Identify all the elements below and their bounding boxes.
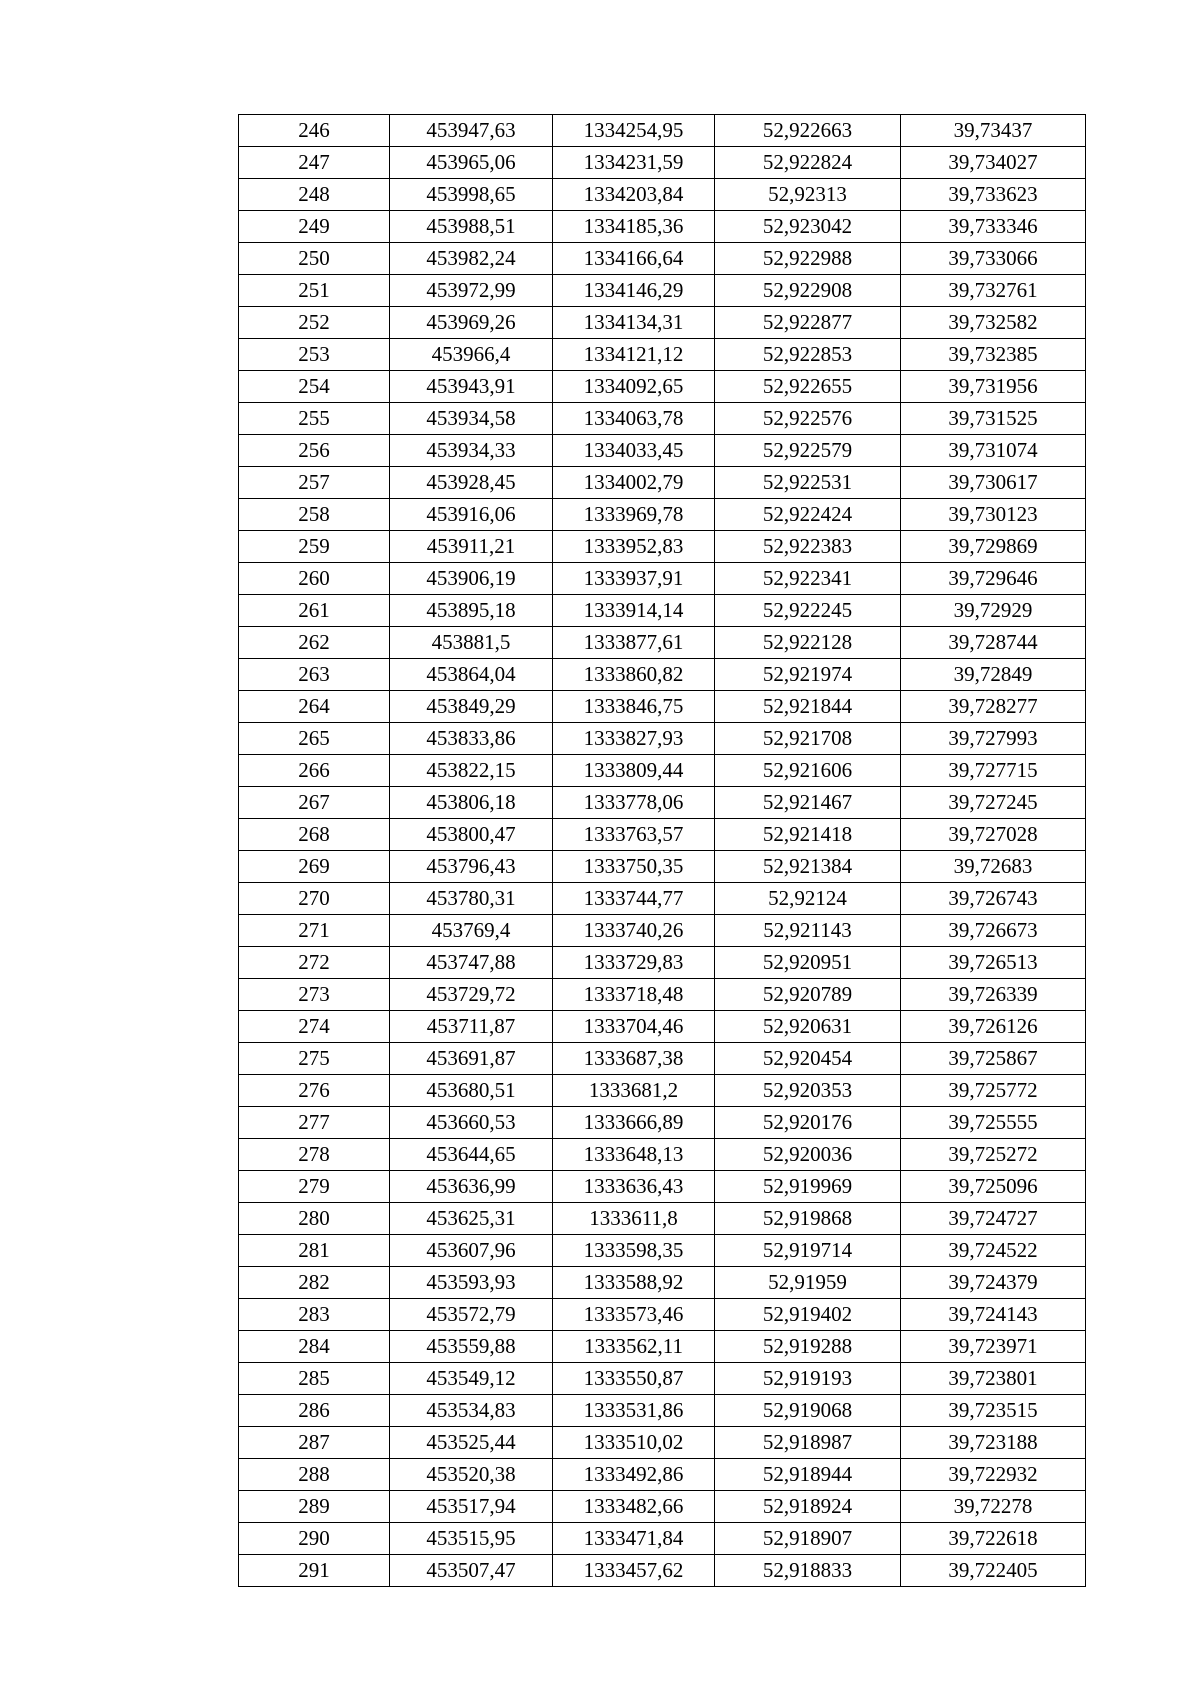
x-coordinate-cell: 453549,12 bbox=[390, 1363, 553, 1395]
latitude-cell: 52,920353 bbox=[715, 1075, 901, 1107]
point-number-cell: 262 bbox=[239, 627, 390, 659]
table-row bbox=[239, 179, 1086, 211]
longitude-cell: 39,726126 bbox=[901, 1011, 1086, 1043]
point-number-cell: 250 bbox=[239, 243, 390, 275]
x-coordinate-cell: 453965,06 bbox=[390, 147, 553, 179]
table-row bbox=[239, 1203, 1086, 1235]
latitude-cell: 52,921467 bbox=[715, 787, 901, 819]
longitude-cell: 39,725096 bbox=[901, 1171, 1086, 1203]
longitude-cell: 39,731074 bbox=[901, 435, 1086, 467]
y-coordinate-cell: 1333969,78 bbox=[553, 499, 715, 531]
point-number-cell: 269 bbox=[239, 851, 390, 883]
latitude-cell: 52,919193 bbox=[715, 1363, 901, 1395]
table-row bbox=[239, 467, 1086, 499]
y-coordinate-cell: 1333877,61 bbox=[553, 627, 715, 659]
longitude-cell: 39,733066 bbox=[901, 243, 1086, 275]
latitude-cell: 52,919868 bbox=[715, 1203, 901, 1235]
y-coordinate-cell: 1333740,26 bbox=[553, 915, 715, 947]
latitude-cell: 52,919288 bbox=[715, 1331, 901, 1363]
table-row bbox=[239, 1523, 1086, 1555]
x-coordinate-cell: 453895,18 bbox=[390, 595, 553, 627]
table-row bbox=[239, 1299, 1086, 1331]
point-number-cell: 285 bbox=[239, 1363, 390, 1395]
table-row bbox=[239, 883, 1086, 915]
point-number-cell: 258 bbox=[239, 499, 390, 531]
point-number-cell: 260 bbox=[239, 563, 390, 595]
y-coordinate-cell: 1333827,93 bbox=[553, 723, 715, 755]
latitude-cell: 52,919068 bbox=[715, 1395, 901, 1427]
y-coordinate-cell: 1333666,89 bbox=[553, 1107, 715, 1139]
y-coordinate-cell: 1334254,95 bbox=[553, 115, 715, 147]
point-number-cell: 252 bbox=[239, 307, 390, 339]
latitude-cell: 52,921143 bbox=[715, 915, 901, 947]
x-coordinate-cell: 453881,5 bbox=[390, 627, 553, 659]
table-row bbox=[239, 1459, 1086, 1491]
table-row bbox=[239, 1363, 1086, 1395]
longitude-cell: 39,726673 bbox=[901, 915, 1086, 947]
latitude-cell: 52,922908 bbox=[715, 275, 901, 307]
table-row bbox=[239, 1235, 1086, 1267]
y-coordinate-cell: 1333562,11 bbox=[553, 1331, 715, 1363]
y-coordinate-cell: 1333846,75 bbox=[553, 691, 715, 723]
longitude-cell: 39,723971 bbox=[901, 1331, 1086, 1363]
x-coordinate-cell: 453998,65 bbox=[390, 179, 553, 211]
point-number-cell: 281 bbox=[239, 1235, 390, 1267]
longitude-cell: 39,723188 bbox=[901, 1427, 1086, 1459]
point-number-cell: 267 bbox=[239, 787, 390, 819]
latitude-cell: 52,921384 bbox=[715, 851, 901, 883]
x-coordinate-cell: 453593,93 bbox=[390, 1267, 553, 1299]
latitude-cell: 52,918924 bbox=[715, 1491, 901, 1523]
x-coordinate-cell: 453806,18 bbox=[390, 787, 553, 819]
latitude-cell: 52,922576 bbox=[715, 403, 901, 435]
x-coordinate-cell: 453796,43 bbox=[390, 851, 553, 883]
y-coordinate-cell: 1333952,83 bbox=[553, 531, 715, 563]
y-coordinate-cell: 1333482,66 bbox=[553, 1491, 715, 1523]
table-row bbox=[239, 531, 1086, 563]
x-coordinate-cell: 453517,94 bbox=[390, 1491, 553, 1523]
x-coordinate-cell: 453928,45 bbox=[390, 467, 553, 499]
y-coordinate-cell: 1333729,83 bbox=[553, 947, 715, 979]
latitude-cell: 52,920951 bbox=[715, 947, 901, 979]
latitude-cell: 52,922655 bbox=[715, 371, 901, 403]
longitude-cell: 39,726339 bbox=[901, 979, 1086, 1011]
y-coordinate-cell: 1334002,79 bbox=[553, 467, 715, 499]
point-number-cell: 278 bbox=[239, 1139, 390, 1171]
y-coordinate-cell: 1334063,78 bbox=[553, 403, 715, 435]
table-row bbox=[239, 627, 1086, 659]
longitude-cell: 39,724522 bbox=[901, 1235, 1086, 1267]
point-number-cell: 246 bbox=[239, 115, 390, 147]
point-number-cell: 280 bbox=[239, 1203, 390, 1235]
latitude-cell: 52,922531 bbox=[715, 467, 901, 499]
longitude-cell: 39,727028 bbox=[901, 819, 1086, 851]
table-row bbox=[239, 1043, 1086, 1075]
x-coordinate-cell: 453947,63 bbox=[390, 115, 553, 147]
longitude-cell: 39,722405 bbox=[901, 1555, 1086, 1587]
point-number-cell: 261 bbox=[239, 595, 390, 627]
x-coordinate-cell: 453660,53 bbox=[390, 1107, 553, 1139]
table-row bbox=[239, 819, 1086, 851]
point-number-cell: 287 bbox=[239, 1427, 390, 1459]
latitude-cell: 52,922853 bbox=[715, 339, 901, 371]
table-row bbox=[239, 1011, 1086, 1043]
table-row bbox=[239, 115, 1086, 147]
point-number-cell: 253 bbox=[239, 339, 390, 371]
longitude-cell: 39,732761 bbox=[901, 275, 1086, 307]
table-row bbox=[239, 1139, 1086, 1171]
latitude-cell: 52,920036 bbox=[715, 1139, 901, 1171]
latitude-cell: 52,922424 bbox=[715, 499, 901, 531]
table-row bbox=[239, 915, 1086, 947]
point-number-cell: 271 bbox=[239, 915, 390, 947]
table-row bbox=[239, 659, 1086, 691]
y-coordinate-cell: 1333648,13 bbox=[553, 1139, 715, 1171]
point-number-cell: 277 bbox=[239, 1107, 390, 1139]
latitude-cell: 52,919714 bbox=[715, 1235, 901, 1267]
point-number-cell: 276 bbox=[239, 1075, 390, 1107]
y-coordinate-cell: 1333531,86 bbox=[553, 1395, 715, 1427]
longitude-cell: 39,733623 bbox=[901, 179, 1086, 211]
table-row bbox=[239, 1491, 1086, 1523]
point-number-cell: 254 bbox=[239, 371, 390, 403]
y-coordinate-cell: 1334185,36 bbox=[553, 211, 715, 243]
point-number-cell: 247 bbox=[239, 147, 390, 179]
longitude-cell: 39,724727 bbox=[901, 1203, 1086, 1235]
latitude-cell: 52,920176 bbox=[715, 1107, 901, 1139]
x-coordinate-cell: 453625,31 bbox=[390, 1203, 553, 1235]
longitude-cell: 39,724379 bbox=[901, 1267, 1086, 1299]
point-number-cell: 255 bbox=[239, 403, 390, 435]
point-number-cell: 282 bbox=[239, 1267, 390, 1299]
x-coordinate-cell: 453966,4 bbox=[390, 339, 553, 371]
x-coordinate-cell: 453691,87 bbox=[390, 1043, 553, 1075]
y-coordinate-cell: 1333573,46 bbox=[553, 1299, 715, 1331]
x-coordinate-cell: 453849,29 bbox=[390, 691, 553, 723]
table-row bbox=[239, 1075, 1086, 1107]
longitude-cell: 39,722618 bbox=[901, 1523, 1086, 1555]
x-coordinate-cell: 453833,86 bbox=[390, 723, 553, 755]
longitude-cell: 39,727993 bbox=[901, 723, 1086, 755]
longitude-cell: 39,725867 bbox=[901, 1043, 1086, 1075]
y-coordinate-cell: 1334033,45 bbox=[553, 435, 715, 467]
x-coordinate-cell: 453711,87 bbox=[390, 1011, 553, 1043]
table-row bbox=[239, 371, 1086, 403]
latitude-cell: 52,922824 bbox=[715, 147, 901, 179]
longitude-cell: 39,72683 bbox=[901, 851, 1086, 883]
x-coordinate-cell: 453864,04 bbox=[390, 659, 553, 691]
y-coordinate-cell: 1334134,31 bbox=[553, 307, 715, 339]
y-coordinate-cell: 1333809,44 bbox=[553, 755, 715, 787]
y-coordinate-cell: 1333611,8 bbox=[553, 1203, 715, 1235]
point-number-cell: 291 bbox=[239, 1555, 390, 1587]
y-coordinate-cell: 1333492,86 bbox=[553, 1459, 715, 1491]
x-coordinate-cell: 453534,83 bbox=[390, 1395, 553, 1427]
longitude-cell: 39,730617 bbox=[901, 467, 1086, 499]
latitude-cell: 52,920631 bbox=[715, 1011, 901, 1043]
latitude-cell: 52,92124 bbox=[715, 883, 901, 915]
latitude-cell: 52,921844 bbox=[715, 691, 901, 723]
point-number-cell: 274 bbox=[239, 1011, 390, 1043]
y-coordinate-cell: 1333598,35 bbox=[553, 1235, 715, 1267]
y-coordinate-cell: 1333636,43 bbox=[553, 1171, 715, 1203]
y-coordinate-cell: 1333744,77 bbox=[553, 883, 715, 915]
point-number-cell: 273 bbox=[239, 979, 390, 1011]
x-coordinate-cell: 453800,47 bbox=[390, 819, 553, 851]
x-coordinate-cell: 453507,47 bbox=[390, 1555, 553, 1587]
y-coordinate-cell: 1333914,14 bbox=[553, 595, 715, 627]
latitude-cell: 52,921974 bbox=[715, 659, 901, 691]
longitude-cell: 39,722932 bbox=[901, 1459, 1086, 1491]
x-coordinate-cell: 453559,88 bbox=[390, 1331, 553, 1363]
coordinates-table bbox=[238, 114, 1086, 1587]
longitude-cell: 39,731525 bbox=[901, 403, 1086, 435]
table-row bbox=[239, 1395, 1086, 1427]
x-coordinate-cell: 453906,19 bbox=[390, 563, 553, 595]
point-number-cell: 248 bbox=[239, 179, 390, 211]
x-coordinate-cell: 453943,91 bbox=[390, 371, 553, 403]
x-coordinate-cell: 453607,96 bbox=[390, 1235, 553, 1267]
table-row bbox=[239, 723, 1086, 755]
point-number-cell: 257 bbox=[239, 467, 390, 499]
latitude-cell: 52,918907 bbox=[715, 1523, 901, 1555]
point-number-cell: 275 bbox=[239, 1043, 390, 1075]
coordinates-table-body bbox=[239, 115, 1086, 1587]
point-number-cell: 264 bbox=[239, 691, 390, 723]
table-row bbox=[239, 851, 1086, 883]
longitude-cell: 39,723801 bbox=[901, 1363, 1086, 1395]
longitude-cell: 39,733346 bbox=[901, 211, 1086, 243]
x-coordinate-cell: 453644,65 bbox=[390, 1139, 553, 1171]
point-number-cell: 290 bbox=[239, 1523, 390, 1555]
x-coordinate-cell: 453747,88 bbox=[390, 947, 553, 979]
latitude-cell: 52,918987 bbox=[715, 1427, 901, 1459]
longitude-cell: 39,730123 bbox=[901, 499, 1086, 531]
x-coordinate-cell: 453525,44 bbox=[390, 1427, 553, 1459]
x-coordinate-cell: 453916,06 bbox=[390, 499, 553, 531]
x-coordinate-cell: 453982,24 bbox=[390, 243, 553, 275]
x-coordinate-cell: 453988,51 bbox=[390, 211, 553, 243]
latitude-cell: 52,922988 bbox=[715, 243, 901, 275]
y-coordinate-cell: 1333687,38 bbox=[553, 1043, 715, 1075]
y-coordinate-cell: 1333778,06 bbox=[553, 787, 715, 819]
point-number-cell: 249 bbox=[239, 211, 390, 243]
table-row bbox=[239, 243, 1086, 275]
y-coordinate-cell: 1333471,84 bbox=[553, 1523, 715, 1555]
x-coordinate-cell: 453972,99 bbox=[390, 275, 553, 307]
y-coordinate-cell: 1334231,59 bbox=[553, 147, 715, 179]
y-coordinate-cell: 1333750,35 bbox=[553, 851, 715, 883]
table-row bbox=[239, 787, 1086, 819]
y-coordinate-cell: 1333457,62 bbox=[553, 1555, 715, 1587]
x-coordinate-cell: 453636,99 bbox=[390, 1171, 553, 1203]
latitude-cell: 52,919402 bbox=[715, 1299, 901, 1331]
table-row bbox=[239, 339, 1086, 371]
longitude-cell: 39,732582 bbox=[901, 307, 1086, 339]
y-coordinate-cell: 1334203,84 bbox=[553, 179, 715, 211]
longitude-cell: 39,723515 bbox=[901, 1395, 1086, 1427]
longitude-cell: 39,72278 bbox=[901, 1491, 1086, 1523]
longitude-cell: 39,728277 bbox=[901, 691, 1086, 723]
longitude-cell: 39,728744 bbox=[901, 627, 1086, 659]
point-number-cell: 266 bbox=[239, 755, 390, 787]
y-coordinate-cell: 1333937,91 bbox=[553, 563, 715, 595]
point-number-cell: 272 bbox=[239, 947, 390, 979]
latitude-cell: 52,919969 bbox=[715, 1171, 901, 1203]
x-coordinate-cell: 453520,38 bbox=[390, 1459, 553, 1491]
latitude-cell: 52,91959 bbox=[715, 1267, 901, 1299]
longitude-cell: 39,727715 bbox=[901, 755, 1086, 787]
y-coordinate-cell: 1334121,12 bbox=[553, 339, 715, 371]
x-coordinate-cell: 453969,26 bbox=[390, 307, 553, 339]
point-number-cell: 270 bbox=[239, 883, 390, 915]
latitude-cell: 52,921606 bbox=[715, 755, 901, 787]
x-coordinate-cell: 453822,15 bbox=[390, 755, 553, 787]
table-row bbox=[239, 147, 1086, 179]
table-row bbox=[239, 1331, 1086, 1363]
longitude-cell: 39,731956 bbox=[901, 371, 1086, 403]
point-number-cell: 268 bbox=[239, 819, 390, 851]
latitude-cell: 52,920789 bbox=[715, 979, 901, 1011]
point-number-cell: 263 bbox=[239, 659, 390, 691]
x-coordinate-cell: 453780,31 bbox=[390, 883, 553, 915]
x-coordinate-cell: 453911,21 bbox=[390, 531, 553, 563]
longitude-cell: 39,732385 bbox=[901, 339, 1086, 371]
latitude-cell: 52,922341 bbox=[715, 563, 901, 595]
latitude-cell: 52,922383 bbox=[715, 531, 901, 563]
point-number-cell: 284 bbox=[239, 1331, 390, 1363]
latitude-cell: 52,922579 bbox=[715, 435, 901, 467]
point-number-cell: 288 bbox=[239, 1459, 390, 1491]
table-row bbox=[239, 1427, 1086, 1459]
table-row bbox=[239, 435, 1086, 467]
latitude-cell: 52,918833 bbox=[715, 1555, 901, 1587]
longitude-cell: 39,729646 bbox=[901, 563, 1086, 595]
table-row bbox=[239, 499, 1086, 531]
table-row bbox=[239, 563, 1086, 595]
point-number-cell: 259 bbox=[239, 531, 390, 563]
x-coordinate-cell: 453572,79 bbox=[390, 1299, 553, 1331]
table-row bbox=[239, 979, 1086, 1011]
point-number-cell: 256 bbox=[239, 435, 390, 467]
table-row bbox=[239, 403, 1086, 435]
latitude-cell: 52,922128 bbox=[715, 627, 901, 659]
x-coordinate-cell: 453934,58 bbox=[390, 403, 553, 435]
y-coordinate-cell: 1333763,57 bbox=[553, 819, 715, 851]
table-row bbox=[239, 691, 1086, 723]
point-number-cell: 283 bbox=[239, 1299, 390, 1331]
point-number-cell: 279 bbox=[239, 1171, 390, 1203]
longitude-cell: 39,727245 bbox=[901, 787, 1086, 819]
latitude-cell: 52,920454 bbox=[715, 1043, 901, 1075]
x-coordinate-cell: 453769,4 bbox=[390, 915, 553, 947]
latitude-cell: 52,921418 bbox=[715, 819, 901, 851]
longitude-cell: 39,726513 bbox=[901, 947, 1086, 979]
x-coordinate-cell: 453515,95 bbox=[390, 1523, 553, 1555]
table-row bbox=[239, 1171, 1086, 1203]
y-coordinate-cell: 1333718,48 bbox=[553, 979, 715, 1011]
longitude-cell: 39,73437 bbox=[901, 115, 1086, 147]
point-number-cell: 289 bbox=[239, 1491, 390, 1523]
table-row bbox=[239, 755, 1086, 787]
longitude-cell: 39,729869 bbox=[901, 531, 1086, 563]
latitude-cell: 52,922877 bbox=[715, 307, 901, 339]
longitude-cell: 39,726743 bbox=[901, 883, 1086, 915]
longitude-cell: 39,72849 bbox=[901, 659, 1086, 691]
latitude-cell: 52,923042 bbox=[715, 211, 901, 243]
longitude-cell: 39,725272 bbox=[901, 1139, 1086, 1171]
table-row bbox=[239, 1107, 1086, 1139]
table-row bbox=[239, 1555, 1086, 1587]
latitude-cell: 52,92313 bbox=[715, 179, 901, 211]
y-coordinate-cell: 1333860,82 bbox=[553, 659, 715, 691]
y-coordinate-cell: 1334146,29 bbox=[553, 275, 715, 307]
y-coordinate-cell: 1334092,65 bbox=[553, 371, 715, 403]
x-coordinate-cell: 453729,72 bbox=[390, 979, 553, 1011]
y-coordinate-cell: 1333704,46 bbox=[553, 1011, 715, 1043]
latitude-cell: 52,918944 bbox=[715, 1459, 901, 1491]
table-row bbox=[239, 595, 1086, 627]
table-row bbox=[239, 275, 1086, 307]
table-row bbox=[239, 1267, 1086, 1299]
point-number-cell: 251 bbox=[239, 275, 390, 307]
y-coordinate-cell: 1333510,02 bbox=[553, 1427, 715, 1459]
latitude-cell: 52,922663 bbox=[715, 115, 901, 147]
x-coordinate-cell: 453680,51 bbox=[390, 1075, 553, 1107]
table-row bbox=[239, 307, 1086, 339]
latitude-cell: 52,922245 bbox=[715, 595, 901, 627]
point-number-cell: 265 bbox=[239, 723, 390, 755]
longitude-cell: 39,734027 bbox=[901, 147, 1086, 179]
longitude-cell: 39,725772 bbox=[901, 1075, 1086, 1107]
table-row bbox=[239, 211, 1086, 243]
longitude-cell: 39,72929 bbox=[901, 595, 1086, 627]
x-coordinate-cell: 453934,33 bbox=[390, 435, 553, 467]
longitude-cell: 39,724143 bbox=[901, 1299, 1086, 1331]
y-coordinate-cell: 1333550,87 bbox=[553, 1363, 715, 1395]
point-number-cell: 286 bbox=[239, 1395, 390, 1427]
y-coordinate-cell: 1333681,2 bbox=[553, 1075, 715, 1107]
y-coordinate-cell: 1334166,64 bbox=[553, 243, 715, 275]
table-row bbox=[239, 947, 1086, 979]
y-coordinate-cell: 1333588,92 bbox=[553, 1267, 715, 1299]
longitude-cell: 39,725555 bbox=[901, 1107, 1086, 1139]
latitude-cell: 52,921708 bbox=[715, 723, 901, 755]
